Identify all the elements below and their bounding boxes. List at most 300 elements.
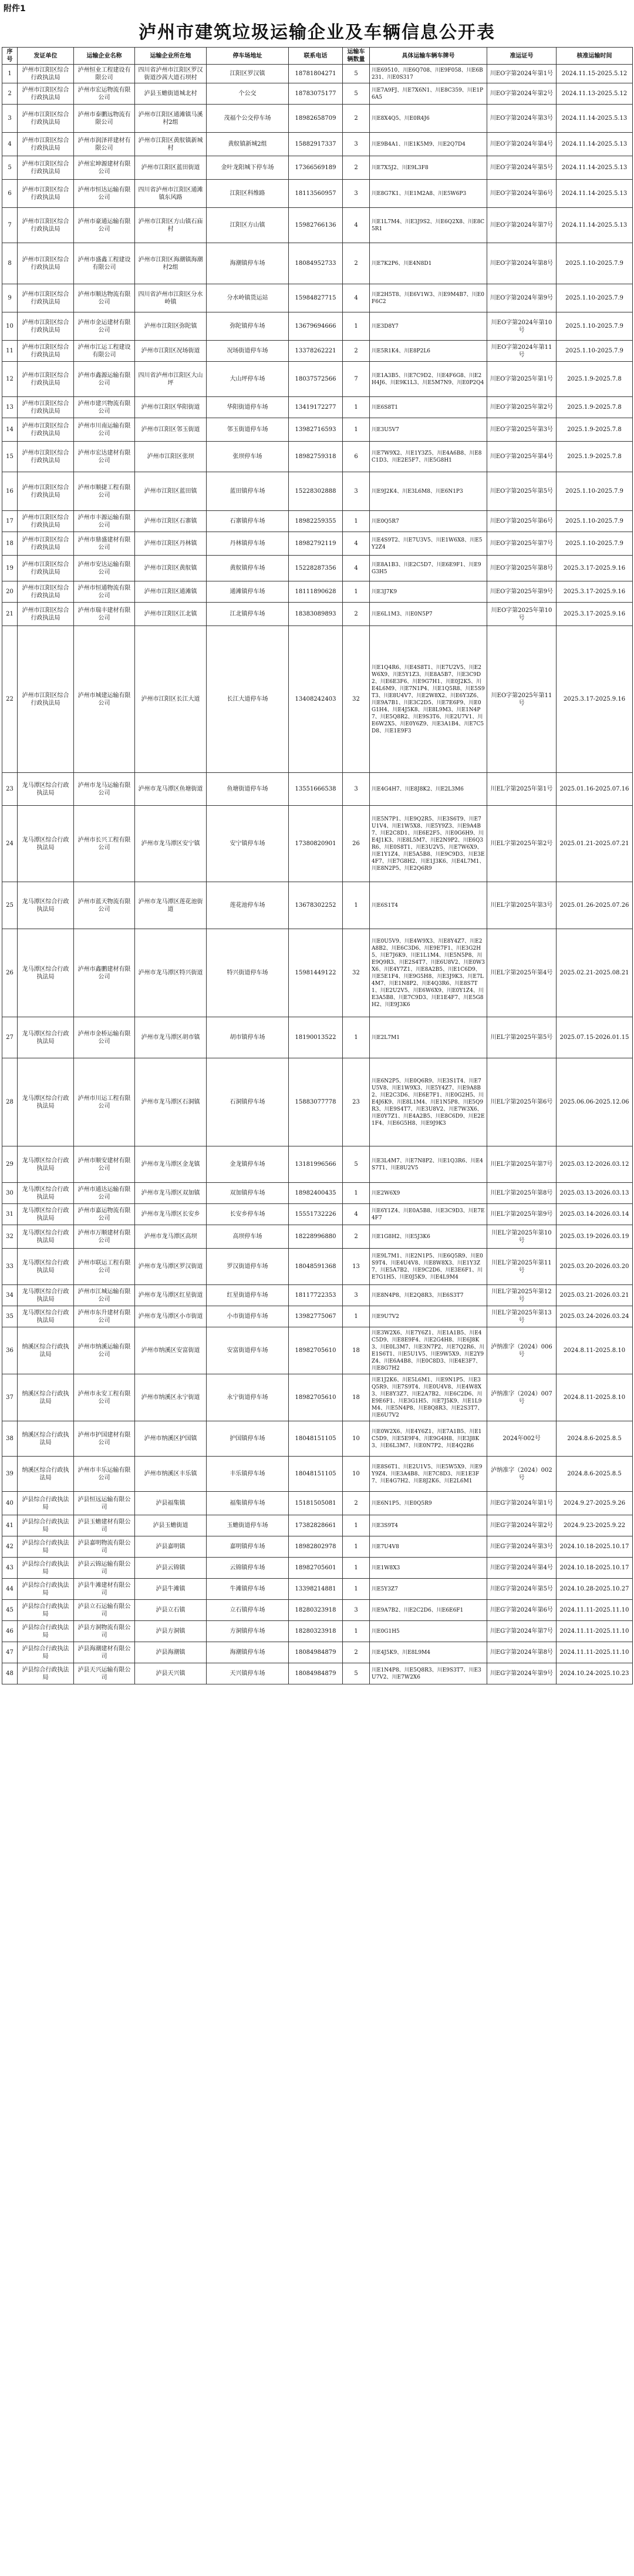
company-address: 泸县玉蟾街道 (135, 1515, 207, 1536)
company-name: 泸州市嘉运物流有限公司 (74, 1204, 135, 1225)
row-number: 44 (2, 1579, 18, 1600)
plate-numbers: 川E6S1T4 (370, 882, 487, 929)
contact-phone: 18084952733 (289, 243, 343, 284)
issuing-unit: 泸县综合行政执法局 (18, 1600, 74, 1621)
company-name: 泸州市纳溪运输有限公司 (74, 1327, 135, 1374)
header-cell: 联系电话 (289, 48, 343, 65)
row-number: 39 (2, 1457, 18, 1492)
parking-address: 茂福个公交停车场 (207, 105, 289, 133)
permit-number: 川EO字第2024年第9号 (487, 284, 557, 312)
plate-numbers: 川E4S9T2、川E7U3V5、川E1W6X8、川E5Y2Z4 (370, 532, 487, 556)
parking-address: 安富街道停车场 (207, 1327, 289, 1374)
parking-address: 福集镇停车场 (207, 1492, 289, 1515)
permit-number: 泸纳准字（2024）006号 (487, 1327, 557, 1374)
row-number: 21 (2, 603, 18, 626)
approval-period: 2024.8.6-2025.8.5 (557, 1421, 633, 1457)
approval-period: 2024.11.14-2025.5.13 (557, 180, 633, 208)
permit-number: 川EG字第2024年第8号 (487, 1642, 557, 1663)
company-address: 泸州市江阳区蓝田镇 (135, 472, 207, 511)
permit-number: 川EO字第2024年第4号 (487, 133, 557, 156)
vehicle-info-table (2, 47, 633, 1684)
parking-address: 立石镇停车场 (207, 1600, 289, 1621)
plate-numbers: 川E1N4P8、川E5Q8R3、川E9S3T7、川E3U7V2、川E7W2X6 (370, 1663, 487, 1684)
company-address: 泸县海潮镇 (135, 1642, 207, 1663)
plate-numbers: 川E3J7K9 (370, 581, 487, 603)
parking-address: 莲花池停车场 (207, 882, 289, 929)
company-name: 泸县牛滩建材有限公司 (74, 1579, 135, 1600)
table-row (2, 1183, 633, 1204)
permit-number: 川EO字第2025年第11号 (487, 626, 557, 773)
table-row (2, 1017, 633, 1058)
plate-numbers: 川E9L7M1、川E2N1P5、川E6Q5R9、川E0S9T4、川E4U4V8、川E8W8X3、川E1Y3Z7、川E5A7B2、川E9C2D6、川E3E6F1、川E7G1H5、川E0J5K9、川E4L9M4 (370, 1249, 487, 1285)
permit-number: 泸纳准字（2024）002号 (487, 1457, 557, 1492)
vehicle-count: 18 (343, 1374, 370, 1421)
approval-period: 2025.03.21-2026.03.21 (557, 1285, 633, 1306)
vehicle-count: 23 (343, 1058, 370, 1146)
parking-address: 个公交 (207, 83, 289, 105)
company-address: 泸州市纳溪区安富街道 (135, 1327, 207, 1374)
vehicle-count: 3 (343, 180, 370, 208)
parking-address: 黄舣镇停车场 (207, 556, 289, 581)
permit-number: 川EG字第2024年第3号 (487, 1536, 557, 1558)
permit-number: 川EL字第2025年第13号 (487, 1306, 557, 1327)
company-name: 泸州市川南运输有限公司 (74, 418, 135, 442)
company-name: 泸州市川运工程有限公司 (74, 1058, 135, 1146)
row-number: 24 (2, 806, 18, 882)
plate-numbers: 川E1A3B5、川E7C9D2、川E4F6G8、川E2H4J6、川E9K1L3、川E5M7N9、川E0P2Q4 (370, 362, 487, 397)
issuing-unit: 泸州市江阳区综合行政执法局 (18, 556, 74, 581)
issuing-unit: 泸县综合行政执法局 (18, 1621, 74, 1642)
parking-address: 江阳区方山镇 (207, 208, 289, 243)
vehicle-count: 2 (343, 1225, 370, 1249)
row-number: 38 (2, 1421, 18, 1457)
approval-period: 2025.1.10-2025.7.9 (557, 532, 633, 556)
company-name: 泸州市城建运输有限公司 (74, 626, 135, 773)
permit-number: 川EO字第2025年第7号 (487, 532, 557, 556)
approval-period: 2024.8.6-2025.8.5 (557, 1457, 633, 1492)
row-number: 46 (2, 1621, 18, 1642)
vehicle-count: 3 (343, 1285, 370, 1306)
contact-phone: 13678302252 (289, 882, 343, 929)
company-address: 泸州市龙马潭区石洞镇 (135, 1058, 207, 1146)
issuing-unit: 泸州市江阳区综合行政执法局 (18, 312, 74, 341)
issuing-unit: 龙马潭区综合行政执法局 (18, 929, 74, 1017)
contact-phone: 13398214881 (289, 1579, 343, 1600)
permit-number: 川EL字第2025年第6号 (487, 1058, 557, 1146)
company-name: 泸州市盛鑫工程建设有限公司 (74, 243, 135, 284)
approval-period: 2025.03.24-2026.03.24 (557, 1306, 633, 1327)
company-address: 泸县福集镇 (135, 1492, 207, 1515)
approval-period: 2025.3.17-2025.9.16 (557, 581, 633, 603)
company-name: 泸州市鑫源运输有限公司 (74, 362, 135, 397)
table-row (2, 1285, 633, 1306)
plate-numbers: 川E6N1P5、川E0Q5R9 (370, 1492, 487, 1515)
permit-number: 川EG字第2024年第7号 (487, 1621, 557, 1642)
approval-period: 2024.9.27-2025.9.26 (557, 1492, 633, 1515)
permit-number: 川EL字第2025年第2号 (487, 806, 557, 882)
row-number: 18 (2, 532, 18, 556)
row-number: 10 (2, 312, 18, 341)
issuing-unit: 泸州市江阳区综合行政执法局 (18, 581, 74, 603)
row-number: 6 (2, 180, 18, 208)
company-name: 泸州市鼎盛建材有限公司 (74, 532, 135, 556)
parking-address: 长江大道停车场 (207, 626, 289, 773)
plate-numbers: 川E6L1M3、川E0N5P7 (370, 603, 487, 626)
table-row (2, 603, 633, 626)
company-name: 泸州市金运建材有限公司 (74, 312, 135, 341)
vehicle-count: 1 (343, 511, 370, 532)
company-name: 泸县玉蟾建材有限公司 (74, 1515, 135, 1536)
vehicle-count: 6 (343, 442, 370, 472)
row-number: 12 (2, 362, 18, 397)
permit-number: 川EL字第2025年第10号 (487, 1225, 557, 1249)
permit-number: 川EO字第2024年第10号 (487, 312, 557, 341)
contact-phone: 18037572566 (289, 362, 343, 397)
parking-address: 护国镇停车场 (207, 1421, 289, 1457)
parking-address: 云锦镇停车场 (207, 1558, 289, 1579)
table-row (2, 1204, 633, 1225)
approval-period: 2025.06.06-2025.12.06 (557, 1058, 633, 1146)
company-address: 泸州市龙马潭区特兴街道 (135, 929, 207, 1017)
plate-numbers: 川E7X5J2、川E9L3F8 (370, 156, 487, 180)
issuing-unit: 龙马潭区综合行政执法局 (18, 806, 74, 882)
company-address: 泸州市龙马潭区红星街道 (135, 1285, 207, 1306)
parking-address: 石洞镇停车场 (207, 1058, 289, 1146)
approval-period: 2025.1.10-2025.7.9 (557, 472, 633, 511)
permit-number: 川EO字第2025年第1号 (487, 362, 557, 397)
approval-period: 2024.11.13-2025.5.12 (557, 83, 633, 105)
parking-address: 弥陀镇停车场 (207, 312, 289, 341)
company-name: 泸州市宏达建材有限公司 (74, 442, 135, 472)
company-address: 泸州市龙马潭区小市街道 (135, 1306, 207, 1327)
row-number: 31 (2, 1204, 18, 1225)
table-row (2, 1663, 633, 1684)
issuing-unit: 泸州市江阳区综合行政执法局 (18, 208, 74, 243)
plate-numbers: 川E8A1B3、川E2C5D7、川E6E9F1、川E9G3H5 (370, 556, 487, 581)
permit-number: 川EL字第2025年第11号 (487, 1249, 557, 1285)
table-row (2, 1249, 633, 1285)
contact-phone: 18280323918 (289, 1621, 343, 1642)
parking-address: 丹林镇停车场 (207, 532, 289, 556)
vehicle-count: 1 (343, 1621, 370, 1642)
approval-period: 2025.01.16-2025.07.16 (557, 773, 633, 806)
permit-number: 川EO字第2024年第6号 (487, 180, 557, 208)
row-number: 37 (2, 1374, 18, 1421)
approval-period: 2025.3.17-2025.9.16 (557, 626, 633, 773)
header-cell: 停车场地址 (207, 48, 289, 65)
company-address: 泸州市江阳区张坝 (135, 442, 207, 472)
plate-numbers: 川E4G4H7、川E8J8K2、川E2L3M6 (370, 773, 487, 806)
table-row (2, 773, 633, 806)
issuing-unit: 纳溪区综合行政执法局 (18, 1457, 74, 1492)
parking-address: 胡市镇停车场 (207, 1017, 289, 1058)
company-address: 泸州市龙马潭区鱼塘街道 (135, 773, 207, 806)
company-address: 泸州市龙马潭区金龙镇 (135, 1146, 207, 1183)
company-name: 泸州市长兴工程有限公司 (74, 806, 135, 882)
company-address: 四川省泸州市江阳区通滩镇东风路 (135, 180, 207, 208)
row-number: 28 (2, 1058, 18, 1146)
vehicle-count: 1 (343, 418, 370, 442)
company-name: 泸州市鑫鹏建材有限公司 (74, 929, 135, 1017)
table-row (2, 1306, 633, 1327)
contact-phone: 18048591368 (289, 1249, 343, 1285)
parking-address: 江阳区科维路 (207, 180, 289, 208)
table-row (2, 180, 633, 208)
contact-phone: 15984827715 (289, 284, 343, 312)
table-row (2, 418, 633, 442)
row-number: 41 (2, 1515, 18, 1536)
row-number: 20 (2, 581, 18, 603)
company-address: 泸县玉蟾街道城北村 (135, 83, 207, 105)
issuing-unit: 泸州市江阳区综合行政执法局 (18, 603, 74, 626)
contact-phone: 13679694666 (289, 312, 343, 341)
company-name: 泸县天兴运输有限公司 (74, 1663, 135, 1684)
parking-address: 罗汉街道停车场 (207, 1249, 289, 1285)
vehicle-count: 1 (343, 1579, 370, 1600)
parking-address: 天兴镇停车场 (207, 1663, 289, 1684)
issuing-unit: 泸州市江阳区综合行政执法局 (18, 133, 74, 156)
issuing-unit: 泸州市江阳区综合行政执法局 (18, 472, 74, 511)
contact-phone: 15551732226 (289, 1204, 343, 1225)
company-name: 泸州市恒通物流有限公司 (74, 581, 135, 603)
row-number: 25 (2, 882, 18, 929)
contact-phone: 18982400435 (289, 1183, 343, 1204)
contact-phone: 18982759318 (289, 442, 343, 472)
permit-number: 川EL字第2025年第5号 (487, 1017, 557, 1058)
plate-numbers: 川E1Q4R6、川E4S8T1、川E7U2V5、川E2W6X9、川E5Y1Z3、川E8A5B7、川E3C9D2、川E6E3F6、川E9G7H1、川E0J2K5、川E4L6M9、川E7N1P4、川E1Q5R8、川E5S9T3、川E8U4V7、川E2W8X2、川E6Y3Z6、川E9A7B1、川E3C2D5、川E7E6F9、川E0G1H4、川E4J5K8、川E8L9M3、川E1N4P7、川E5Q8R2、川E9S3T6、川E2U7V1、川E6W2X5、川E0Y6Z9、川E3A1B4、川E7C5D8、川E1E9F3 (370, 626, 487, 773)
approval-period: 2024.10.18-2025.10.17 (557, 1536, 633, 1558)
permit-number: 川EO字第2025年第8号 (487, 556, 557, 581)
contact-phone: 13378262221 (289, 341, 343, 362)
contact-phone: 17382828661 (289, 1515, 343, 1536)
row-number: 36 (2, 1327, 18, 1374)
vehicle-count: 1 (343, 882, 370, 929)
company-address: 泸州市江阳区方山镇石庙村 (135, 208, 207, 243)
plate-numbers: 川E9J2K4、川E3L6M8、川E6N1P3 (370, 472, 487, 511)
company-address: 泸州市江阳区江北镇 (135, 603, 207, 626)
permit-number: 川EO字第2024年第1号 (487, 65, 557, 83)
table-row (2, 532, 633, 556)
plate-numbers: 川E2W6X9 (370, 1183, 487, 1204)
company-address: 泸州市龙马潭区安宁镇 (135, 806, 207, 882)
company-name: 泸州市联运工程有限公司 (74, 1249, 135, 1285)
parking-address: 黄舣镇新城2组 (207, 133, 289, 156)
permit-number: 川EL字第2025年第9号 (487, 1204, 557, 1225)
vehicle-count: 1 (343, 397, 370, 418)
parking-address: 金叶龙阳城下停车场 (207, 156, 289, 180)
header-cell: 具体运输车辆车牌号 (370, 48, 487, 65)
approval-period: 2025.1.9-2025.7.8 (557, 362, 633, 397)
permit-number: 川EL字第2025年第3号 (487, 882, 557, 929)
company-name: 泸州市安达运输有限公司 (74, 556, 135, 581)
issuing-unit: 泸州市江阳区综合行政执法局 (18, 626, 74, 773)
approval-period: 2025.03.14-2026.03.14 (557, 1204, 633, 1225)
contact-phone: 18982705601 (289, 1558, 343, 1579)
issuing-unit: 泸县综合行政执法局 (18, 1558, 74, 1579)
table-row (2, 1642, 633, 1663)
vehicle-count: 10 (343, 1457, 370, 1492)
vehicle-count: 5 (343, 1663, 370, 1684)
company-address: 泸州市龙马潭区长安乡 (135, 1204, 207, 1225)
table-row (2, 581, 633, 603)
contact-phone: 15982766136 (289, 208, 343, 243)
parking-address: 特兴街道停车场 (207, 929, 289, 1017)
contact-phone: 18048151105 (289, 1421, 343, 1457)
contact-phone: 13181996566 (289, 1146, 343, 1183)
approval-period: 2025.1.10-2025.7.9 (557, 312, 633, 341)
table-row (2, 133, 633, 156)
permit-number: 川EG字第2024年第9号 (487, 1663, 557, 1684)
company-address: 泸州市江阳区丹林镇 (135, 532, 207, 556)
contact-phone: 18084984879 (289, 1642, 343, 1663)
plate-numbers: 川E8N4P8、川E2Q8R3、川E6S3T7 (370, 1285, 487, 1306)
vehicle-count: 32 (343, 626, 370, 773)
issuing-unit: 泸州市江阳区综合行政执法局 (18, 511, 74, 532)
issuing-unit: 泸州市江阳区综合行政执法局 (18, 532, 74, 556)
table-row (2, 1327, 633, 1374)
vehicle-count: 1 (343, 1515, 370, 1536)
table-row (2, 1515, 633, 1536)
plate-numbers: 川E9B4A1、川E1K5M9、川E2Q7D4 (370, 133, 487, 156)
parking-address: 江阳区罗汉镇 (207, 65, 289, 83)
row-number: 34 (2, 1285, 18, 1306)
approval-period: 2025.03.13-2026.03.13 (557, 1183, 633, 1204)
row-number: 45 (2, 1600, 18, 1621)
row-number: 29 (2, 1146, 18, 1183)
company-address: 泸县立石镇 (135, 1600, 207, 1621)
table-row (2, 929, 633, 1017)
contact-phone: 18111890628 (289, 581, 343, 603)
attachment-label: 附件1 (4, 4, 26, 14)
table-row (2, 284, 633, 312)
vehicle-count: 4 (343, 532, 370, 556)
company-name: 泸州市顺达物流有限公司 (74, 284, 135, 312)
table-row (2, 156, 633, 180)
vehicle-count: 10 (343, 1421, 370, 1457)
company-address: 泸州市龙马潭区罗汉街道 (135, 1249, 207, 1285)
issuing-unit: 龙马潭区综合行政执法局 (18, 1017, 74, 1058)
parking-address: 金龙镇停车场 (207, 1146, 289, 1183)
company-address: 泸州市江阳区海潮镇海潮村2组 (135, 243, 207, 284)
issuing-unit: 龙马潭区综合行政执法局 (18, 1306, 74, 1327)
issuing-unit: 泸州市江阳区综合行政执法局 (18, 180, 74, 208)
table-row (2, 442, 633, 472)
plate-numbers: 川E1G8H2、川E5J3K6 (370, 1225, 487, 1249)
table-row (2, 806, 633, 882)
company-address: 泸州市龙马潭区胡市镇 (135, 1017, 207, 1058)
vehicle-count: 32 (343, 929, 370, 1017)
parking-address: 牛滩镇停车场 (207, 1579, 289, 1600)
contact-phone: 18228996880 (289, 1225, 343, 1249)
parking-address: 海潮镇停车场 (207, 1642, 289, 1663)
table-row (2, 105, 633, 133)
issuing-unit: 泸州市江阳区综合行政执法局 (18, 341, 74, 362)
company-name: 泸州市龙马运输有限公司 (74, 773, 135, 806)
table-row (2, 626, 633, 773)
issuing-unit: 泸县综合行政执法局 (18, 1642, 74, 1663)
company-name: 泸州市永安工程有限公司 (74, 1374, 135, 1421)
row-number: 48 (2, 1663, 18, 1684)
parking-address: 邻玉街道停车场 (207, 418, 289, 442)
issuing-unit: 泸县综合行政执法局 (18, 1579, 74, 1600)
issuing-unit: 泸县综合行政执法局 (18, 1663, 74, 1684)
contact-phone: 18982259355 (289, 511, 343, 532)
permit-number: 川EO字第2025年第5号 (487, 472, 557, 511)
approval-period: 2024.8.11-2025.8.10 (557, 1374, 633, 1421)
approval-period: 2024.11.14-2025.5.13 (557, 208, 633, 243)
permit-number: 川EO字第2024年第11号 (487, 341, 557, 362)
approval-period: 2024.11.14-2025.5.13 (557, 105, 633, 133)
company-name: 泸州市润泽祥建材有限公司 (74, 133, 135, 156)
contact-phone: 18783075177 (289, 83, 343, 105)
vehicle-count: 1 (343, 1017, 370, 1058)
row-number: 11 (2, 341, 18, 362)
parking-address: 双加镇停车场 (207, 1183, 289, 1204)
approval-period: 2025.03.20-2026.03.20 (557, 1249, 633, 1285)
table-row (2, 83, 633, 105)
plate-numbers: 川E3L4M7、川E7N8P2、川E1Q3R6、川E4S7T1、川E8U2V5 (370, 1146, 487, 1183)
approval-period: 2024.9.23-2025.9.22 (557, 1515, 633, 1536)
issuing-unit: 龙马潭区综合行政执法局 (18, 1058, 74, 1146)
company-address: 泸州市龙马潭区双加镇 (135, 1183, 207, 1204)
company-name: 泸州市东升建材有限公司 (74, 1306, 135, 1327)
company-name: 泸州市丰源运输有限公司 (74, 511, 135, 532)
parking-address: 方洞镇停车场 (207, 1621, 289, 1642)
permit-number: 川EO字第2025年第3号 (487, 418, 557, 442)
company-name: 泸州市丰乐运输有限公司 (74, 1457, 135, 1492)
company-name: 泸县嘉明物流有限公司 (74, 1536, 135, 1558)
table-row (2, 1146, 633, 1183)
parking-address: 长安乡停车场 (207, 1204, 289, 1225)
row-number: 47 (2, 1642, 18, 1663)
company-address: 泸州市江阳区通滩镇 (135, 581, 207, 603)
table-row (2, 1225, 633, 1249)
vehicle-count: 3 (343, 1600, 370, 1621)
company-name: 泸县海潮建材有限公司 (74, 1642, 135, 1663)
company-address: 泸州市江阳区华阳街道 (135, 397, 207, 418)
issuing-unit: 纳溪区综合行政执法局 (18, 1327, 74, 1374)
company-name: 泸州市瑞丰建材有限公司 (74, 603, 135, 626)
company-address: 泸州市江阳区长江大道 (135, 626, 207, 773)
permit-number: 川EG字第2024年第2号 (487, 1515, 557, 1536)
vehicle-count: 4 (343, 556, 370, 581)
company-name: 泸州市蓝天物流有限公司 (74, 882, 135, 929)
table-row (2, 1600, 633, 1621)
approval-period: 2025.1.10-2025.7.9 (557, 284, 633, 312)
company-address: 泸县方洞镇 (135, 1621, 207, 1642)
company-name: 泸县立石运输有限公司 (74, 1600, 135, 1621)
plate-numbers: 川E9A7B2、川E2C2D6、川E6E6F1 (370, 1600, 487, 1621)
vehicle-count: 1 (343, 1306, 370, 1327)
issuing-unit: 泸县综合行政执法局 (18, 1492, 74, 1515)
vehicle-count: 26 (343, 806, 370, 882)
row-number: 27 (2, 1017, 18, 1058)
plate-numbers: 川E7U4V8 (370, 1536, 487, 1558)
issuing-unit: 泸州市江阳区综合行政执法局 (18, 243, 74, 284)
vehicle-count: 1 (343, 1536, 370, 1558)
approval-period: 2025.1.10-2025.7.9 (557, 243, 633, 284)
issuing-unit: 泸州市江阳区综合行政执法局 (18, 65, 74, 83)
vehicle-count: 5 (343, 65, 370, 83)
row-number: 30 (2, 1183, 18, 1204)
row-number: 22 (2, 626, 18, 773)
table-row (2, 1058, 633, 1146)
row-number: 9 (2, 284, 18, 312)
contact-phone: 18982705610 (289, 1327, 343, 1374)
plate-numbers: 川E1W8X3 (370, 1558, 487, 1579)
plate-numbers: 川E2L7M1 (370, 1017, 487, 1058)
row-number: 2 (2, 83, 18, 105)
